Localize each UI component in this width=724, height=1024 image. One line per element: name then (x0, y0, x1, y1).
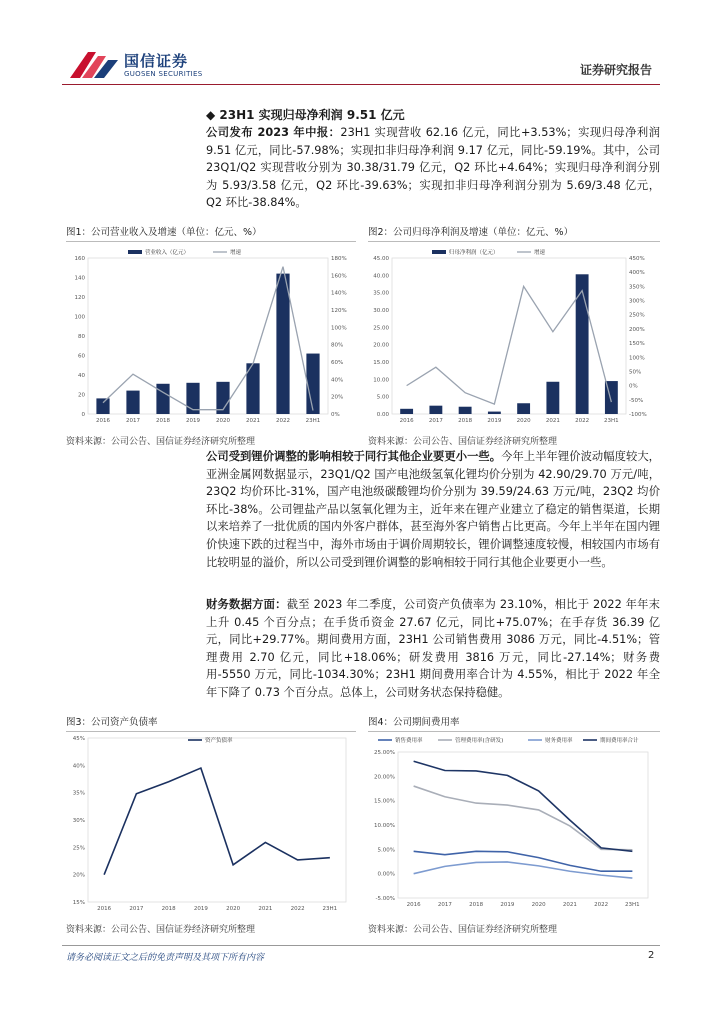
y-tick-right: 80% (331, 342, 344, 349)
bar (517, 403, 530, 414)
y-tick-right: 20% (331, 394, 344, 401)
section3-text: 截至 2023 年二季度，公司资产负债率为 23.10%，相比于 2022 年年末上升 0.45 个百分点；在手货币资金 27.67 亿元，同比+75.07%；在手存货 36.39 亿元，同比+29.77%。期间费用方面，23H1 公司销售费用 3086 万元，同比-4.51%；管理费用 2.70 亿元，同比+18.06%；研发费用 3816 万元，同比-27.14%；财务费用-5550 万元，同比-1034.30%；23H1 期间费用率合计为 4.55%，相比于 2022 年全年下降了 0.73 个百分点。总体上，公司财务状态保持稳健。 (206, 598, 660, 699)
y-tick: 40% (72, 763, 85, 770)
y-tick-right: 160% (331, 273, 347, 280)
x-tick: 2020 (216, 418, 230, 424)
footer-divider (62, 945, 660, 946)
bar (400, 409, 413, 414)
y-tick: 35% (72, 790, 85, 797)
x-tick: 2016 (399, 418, 414, 424)
page-number: 2 (648, 950, 655, 961)
y-tick-right: -100% (629, 412, 647, 418)
y-tick-left: 160 (74, 256, 85, 262)
report-type: 证券研究报告 (580, 63, 653, 77)
y-tick-left: 100 (74, 314, 85, 321)
footer-disclaimer: 请务必阅读正文之后的免责声明及其项下所有内容 (66, 953, 265, 963)
section3-paragraph (206, 596, 660, 702)
bar (576, 274, 589, 414)
logo-text-en: GUOSEN SECURITIES (124, 70, 203, 78)
legend-bar-swatch (128, 250, 142, 254)
logo-text-cn: 国信证券 (124, 52, 189, 70)
revenue-chart (66, 244, 356, 430)
y-tick-right: 100% (331, 325, 347, 332)
section2-paragraph (206, 448, 660, 571)
y-tick: 10.00% (374, 823, 395, 829)
bar (96, 398, 109, 414)
x-tick: 2016 (96, 418, 110, 424)
x-tick: 2018 (156, 418, 170, 424)
bar (488, 412, 501, 414)
fig2-source: 资料来源：公司公告、国信证券经济研究所整理 (368, 437, 558, 447)
bar (546, 382, 559, 414)
y-tick: 20.00% (374, 774, 395, 781)
y-tick: 30% (72, 818, 85, 824)
x-tick: 2018 (469, 902, 484, 908)
y-tick-right: 120% (331, 308, 347, 314)
section2-text: 今年上半年锂价波动幅度较大，亚洲金属网数据显示，23Q1/Q2 国产电池级氢氧化锂均价分别为 42.90/29.70 万元/吨，23Q2 均价环比-31%，国产电池级碳酸锂均价分别为 39.59/24.63 万元/吨，23Q2 均价环比-38%。公司锂盐产品以氢氧化锂为主，近年来在锂产业建立了稳定的销售渠道，长期以来培养了一批优质的国内外客户群体，甚至海外客户销售占比更高。今年上半年在国内锂价快速下跌的过程当中，海外市场由于调价周期较长，锂价调整速度较慢，相较国内市场有比较明显的溢价，所以公司受到锂价调整的影响相较于同行其他企业要更小一些。 (206, 450, 660, 569)
legend-label: 财务费用率 (545, 738, 573, 744)
x-tick: 2016 (406, 902, 421, 908)
fig3-title: 图3：公司资产负债率 (66, 714, 356, 732)
x-tick: 2019 (186, 418, 200, 424)
x-tick: 2021 (246, 418, 260, 424)
fig1-source: 资料来源：公司公告、国信证券经济研究所整理 (66, 437, 256, 447)
section3-lead: 财务数据方面： (206, 598, 287, 611)
y-tick-left: 10.00 (373, 377, 389, 384)
y-tick-right: 0% (629, 383, 638, 390)
series-line (414, 761, 633, 851)
y-tick-right: 450% (629, 256, 645, 262)
y-tick: 15.00% (374, 798, 395, 805)
y-tick-left: 15.00 (373, 360, 389, 366)
x-tick: 2018 (458, 418, 473, 424)
fig3-source: 资料来源：公司公告、国信证券经济研究所整理 (66, 925, 256, 935)
y-tick-right: 350% (629, 284, 645, 291)
legend-line-label: 增速 (230, 250, 242, 256)
guosen-logo-icon (68, 48, 120, 82)
x-tick: 2019 (500, 902, 515, 908)
bar (306, 354, 319, 414)
legend-label: 资产负债率 (205, 738, 233, 744)
series-line (414, 851, 633, 871)
section2-lead: 公司受到锂价调整的影响相较于同行其他企业要更小一些。 (206, 450, 502, 463)
fig1-title: 图1：公司营业收入及增速（单位：亿元、%） (66, 224, 356, 242)
x-tick: 2016 (97, 906, 112, 912)
x-tick: 2017 (437, 902, 452, 908)
x-tick: 2017 (129, 906, 144, 912)
y-tick-right: 100% (629, 355, 645, 362)
x-tick: 2019 (193, 906, 208, 912)
x-tick: 23H1 (322, 906, 338, 912)
y-tick-right: 200% (629, 326, 645, 333)
bar (156, 384, 169, 414)
section1-lead: 公司发布 2023 年中报： (206, 126, 341, 139)
y-tick: 5.00% (377, 847, 395, 854)
y-tick-right: 50% (629, 369, 642, 376)
section1-text: 23H1 实现营收 62.16 亿元，同比+3.53%；实现归母净利润 9.51 亿元，同比-57.98%；实现扣非归母净利润 9.17 亿元，同比-59.19%。其中，公司 23Q1/Q2 实现营收分别为 30.38/31.79 亿元，Q2 环比+4.64%；实现归母净利润分别为 5.93/3.58 亿元，Q2 环比-39.63%；实现扣非归母净利润分别为 5.69/3.48 亿元，Q2 环比-38.84%。 (206, 126, 660, 210)
bar (429, 406, 442, 414)
x-tick: 2020 (531, 902, 546, 908)
legend-bar-label: 营业收入（亿元） (145, 250, 190, 256)
y-tick-left: 20 (78, 392, 85, 399)
y-tick-left: 25.00 (373, 325, 389, 332)
y-tick: 25.00% (374, 750, 395, 756)
section1-paragraph (206, 124, 660, 212)
y-tick-right: 60% (331, 360, 344, 366)
series-line (414, 786, 633, 850)
x-tick: 2017 (428, 418, 443, 424)
fig4-title: 图4：公司期间费用率 (368, 714, 660, 732)
x-tick: 2020 (226, 906, 241, 912)
x-tick: 2022 (594, 902, 609, 908)
y-tick-right: 140% (331, 290, 347, 297)
x-tick: 2021 (562, 902, 577, 908)
y-tick: 25% (72, 845, 85, 852)
y-tick-left: 120 (74, 295, 85, 301)
y-tick-left: 5.00 (376, 394, 389, 401)
y-tick-left: 35.00 (373, 290, 389, 297)
x-tick: 23H1 (305, 418, 321, 424)
x-tick: 2021 (545, 418, 560, 424)
x-tick: 2021 (258, 906, 273, 912)
y-tick-right: 300% (629, 298, 645, 305)
y-tick-left: 45.00 (373, 256, 389, 262)
y-tick-left: 40.00 (373, 273, 389, 280)
y-tick-right: 180% (331, 256, 347, 262)
x-tick: 2018 (161, 906, 176, 912)
expense-ratio-chart (368, 732, 660, 918)
y-tick-right: 150% (629, 341, 645, 348)
x-tick: 2019 (487, 418, 502, 424)
section-heading: ◆ 23H1 实现归母净利润 9.51 亿元 (206, 108, 405, 122)
debt-ratio-chart (66, 732, 356, 918)
header-divider (62, 84, 660, 85)
legend-label: 销售费用率 (395, 738, 423, 744)
y-tick: 20% (72, 872, 85, 879)
y-tick: -5.00% (375, 896, 395, 902)
fig4-source: 资料来源：公司公告、国信证券经济研究所整理 (368, 925, 558, 935)
x-tick: 2022 (290, 906, 305, 912)
y-tick-left: 20.00 (373, 342, 389, 349)
bar (459, 407, 472, 414)
y-tick-right: 0% (331, 412, 340, 418)
y-tick-left: 0 (81, 412, 85, 418)
x-tick: 2017 (126, 418, 140, 424)
legend-label: 管理费用率(含研发) (455, 738, 504, 744)
y-tick-right: -50% (629, 397, 644, 404)
y-tick: 15% (72, 900, 85, 906)
y-tick-left: 30.00 (373, 308, 389, 314)
x-tick: 2022 (575, 418, 590, 424)
y-tick: 0.00% (377, 871, 395, 878)
legend-bar-swatch (432, 250, 446, 254)
net-profit-chart (368, 244, 660, 430)
fig2-title: 图2：公司归母净利润及增速（单位：亿元、%） (368, 224, 660, 242)
x-tick: 23H1 (604, 418, 619, 424)
legend-label: 期间费用率合计 (600, 738, 639, 744)
series-line (104, 768, 330, 875)
x-tick: 2022 (276, 418, 290, 424)
y-tick-left: 0.00 (376, 412, 389, 418)
y-tick-right: 250% (629, 312, 645, 319)
y-tick-right: 400% (629, 270, 645, 277)
x-tick: 23H1 (625, 902, 640, 908)
plot-frame (88, 258, 328, 414)
series-line (414, 862, 633, 878)
x-tick: 2020 (516, 418, 531, 424)
y-tick-left: 140 (74, 275, 85, 282)
bar (276, 274, 289, 414)
y-tick-right: 40% (331, 377, 344, 384)
legend-line-label: 增速 (534, 250, 546, 256)
bar (126, 391, 139, 414)
plot-frame (392, 258, 626, 414)
y-tick-left: 40 (78, 373, 85, 379)
legend-bar-label: 归母净利润（亿元） (449, 250, 499, 256)
y-tick-left: 60 (78, 353, 85, 360)
y-tick-left: 80 (78, 334, 85, 340)
y-tick: 45% (72, 736, 85, 742)
